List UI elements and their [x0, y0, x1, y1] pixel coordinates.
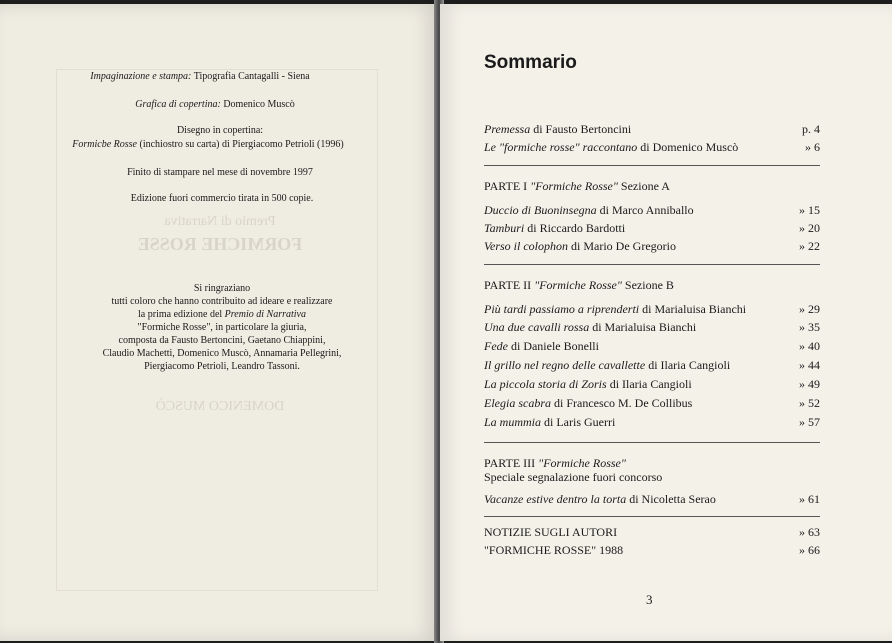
colophon-drawing-heading: Disegno in copertina: — [176, 125, 264, 136]
colophon-cover: Grafica di copertina: Domenico Muscò — [135, 99, 295, 110]
bleed-through-title: FORMICHE ROSSE — [137, 234, 303, 254]
acknowledgements: Si ringraziano tutti coloro che hanno contribuito ad ideare e realizzare la prima edizione del Premio di Narrativa "Formiche Rosse", in particolare la giuria, composta da Fausto Bertoncini, Gaetano Chiappini, Claudio Machetti, Domenico Muscò, Annamaria Pellegrini, Piergiacomo Petrioli, Leandro Tassoni. — [102, 283, 342, 372]
colophon-layout: Impaginazione e stampa: Tipografia Cantagalli - Siena — [90, 71, 310, 82]
bleed-through-editor: DOMENICO MUSCÒ — [155, 399, 285, 414]
section-divider — [484, 165, 820, 166]
left-page — [0, 4, 438, 641]
section-divider — [484, 516, 820, 517]
bleed-through-subtitle: Premio di Narrativa — [164, 214, 276, 229]
colophon-finished: Finito di stampare nel mese di novembre 1997 — [127, 167, 313, 178]
section-divider — [484, 264, 820, 265]
page-number: 3 — [646, 592, 653, 607]
part-2-heading: PARTE II "Formiche Rosse" Sezione B — [484, 278, 674, 292]
section-divider — [484, 442, 820, 443]
page-title: Sommario — [484, 52, 577, 73]
part-3-heading: PARTE III "Formiche Rosse" — [484, 456, 626, 470]
colophon-edition: Edizione fuori commercio tirata in 500 copie. — [130, 193, 314, 204]
part-1-heading: PARTE I "Formiche Rosse" Sezione A — [484, 179, 670, 193]
colophon-drawing-line: Formicbe Rosse (inchiostro su carta) di Piergiacomo Petrioli (1996) — [72, 139, 344, 150]
part-3-subheading: Speciale segnalazione fuori concorso — [484, 470, 663, 484]
